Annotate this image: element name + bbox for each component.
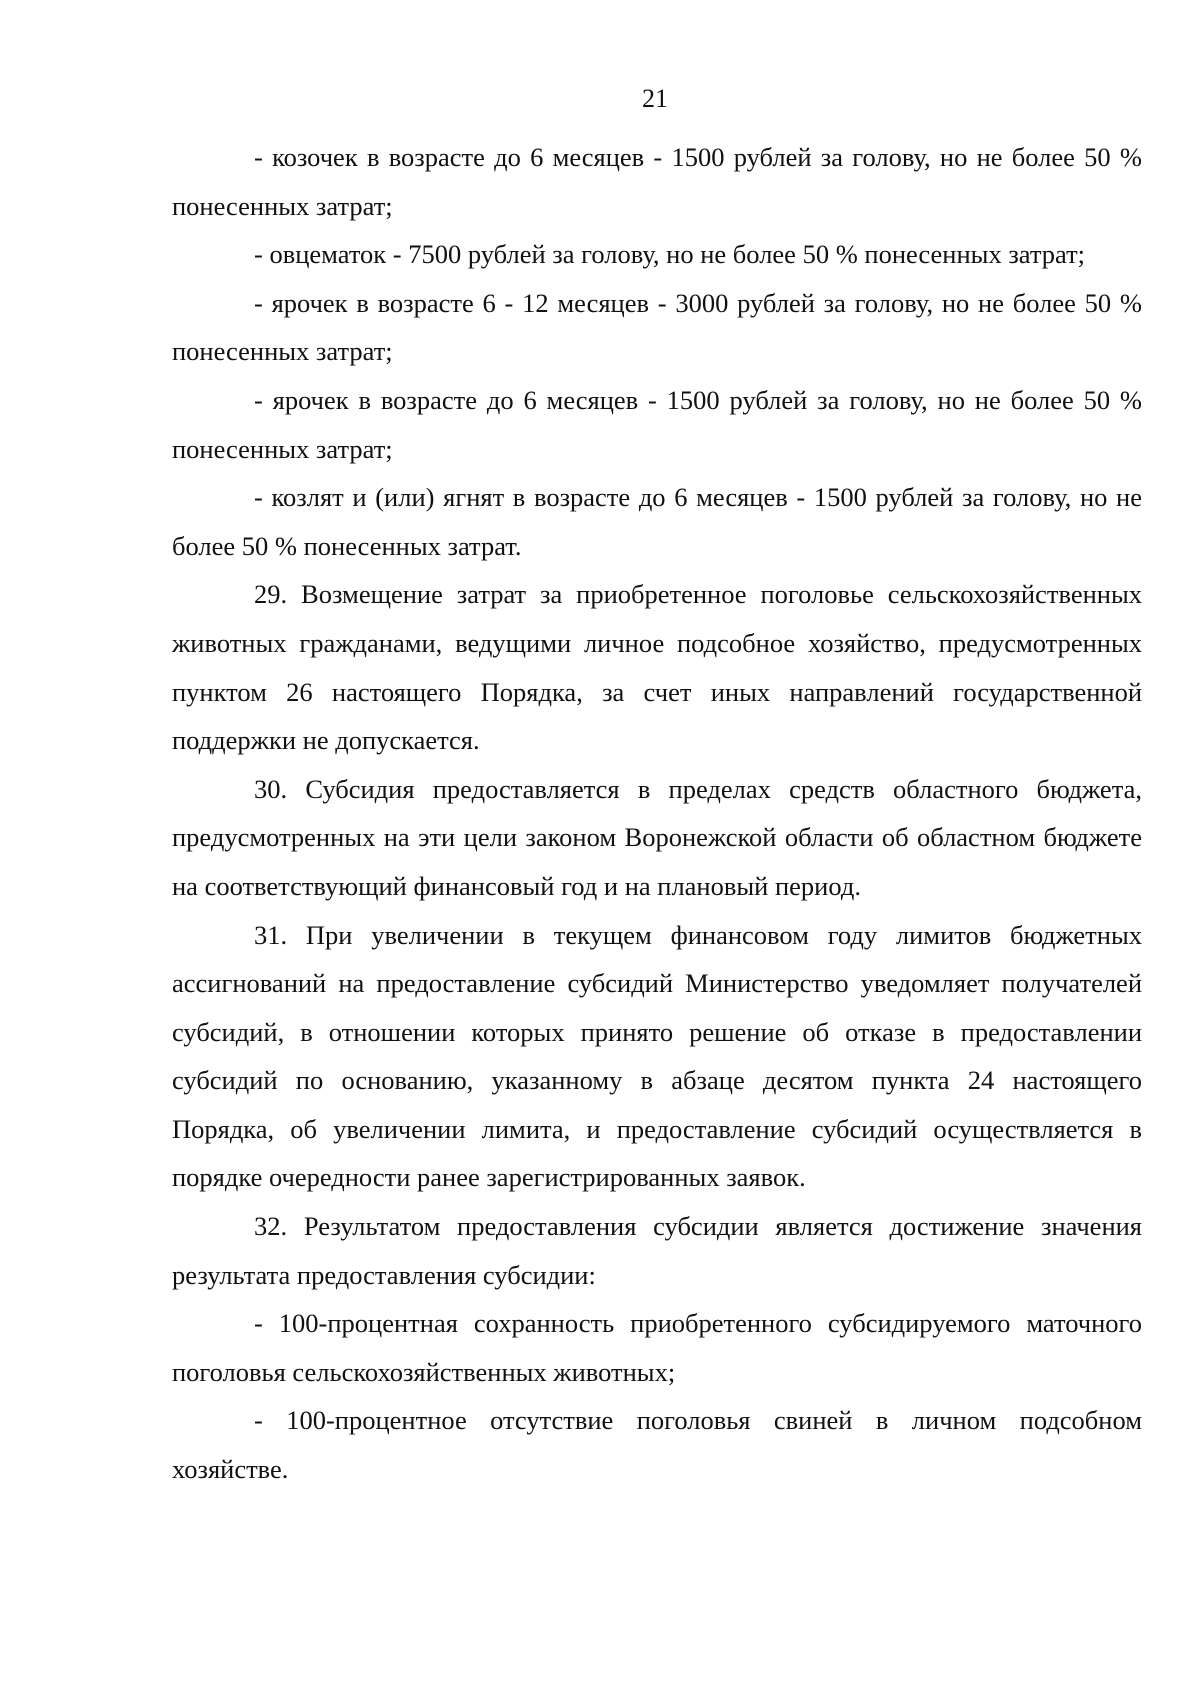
paragraph-young-ewes-under-6-subsidy: - ярочек в возрасте до 6 месяцев - 1500 рублей за голову, но не более 50 % понесенных затрат; (172, 384, 1142, 464)
document-body (172, 133, 1142, 1494)
paragraph-result-preservation: - 100-процентная сохранность приобретенного субсидируемого маточного поголовья сельскохозяйственных животных; (172, 1308, 1142, 1387)
paragraph-result-no-pigs: - 100-процентное отсутствие поголовья свиней в личном подсобном хозяйстве. (172, 1405, 1142, 1485)
paragraph-ewes-subsidy: - овцематок - 7500 рублей за голову, но не более 50 % понесенных затрат; (254, 239, 1086, 270)
paragraph-item-29: 29. Возмещение затрат за приобретенное поголовье сельскохозяйственных животных гражданами, ведущими личное подсобное хозяйство, предусмотренных пунктом 26 настоящего Порядка, за счет иных направлений государственной поддержки не допускается. (172, 579, 1142, 756)
paragraph-item-30: 30. Субсидия предоставляется в пределах средств областного бюджета, предусмотренных на эти цели законом Воронежской области об областном бюджете на соответствующий финансовый год и на плановый период. (172, 773, 1142, 901)
paragraph-kids-lambs-subsidy: - козлят и (или) ягнят в возрасте до 6 месяцев - 1500 рублей за голову, но не более 50 % понесенных затрат. (172, 482, 1142, 561)
paragraph-item-31: 31. При увеличении в текущем финансовом году лимитов бюджетных ассигнований на предоставление субсидий Министерство уведомляет получателей субсидий, в отношении которых принято решение об отказе в предоставлении субсидий по основанию, указанному в абзаце десятом пункта 24 настоящего Порядка, об увеличении лимита, и предоставление субсидий осуществляется в порядке очередности ранее зарегистрированных заявок. (172, 919, 1142, 1193)
paragraph-item-32: 32. Результатом предоставления субсидии является достижение значения результата предоставления субсидии: (172, 1211, 1142, 1290)
paragraph-young-ewes-6-12-subsidy: - ярочек в возрасте 6 - 12 месяцев - 3000 рублей за голову, но не более 50 % понесенных затрат; (172, 287, 1142, 367)
paragraph-goat-kids-subsidy: - козочек в возрасте до 6 месяцев - 1500 рублей за голову, но не более 50 % понесенных затрат; (172, 142, 1142, 221)
page-number: 21 (642, 84, 668, 113)
